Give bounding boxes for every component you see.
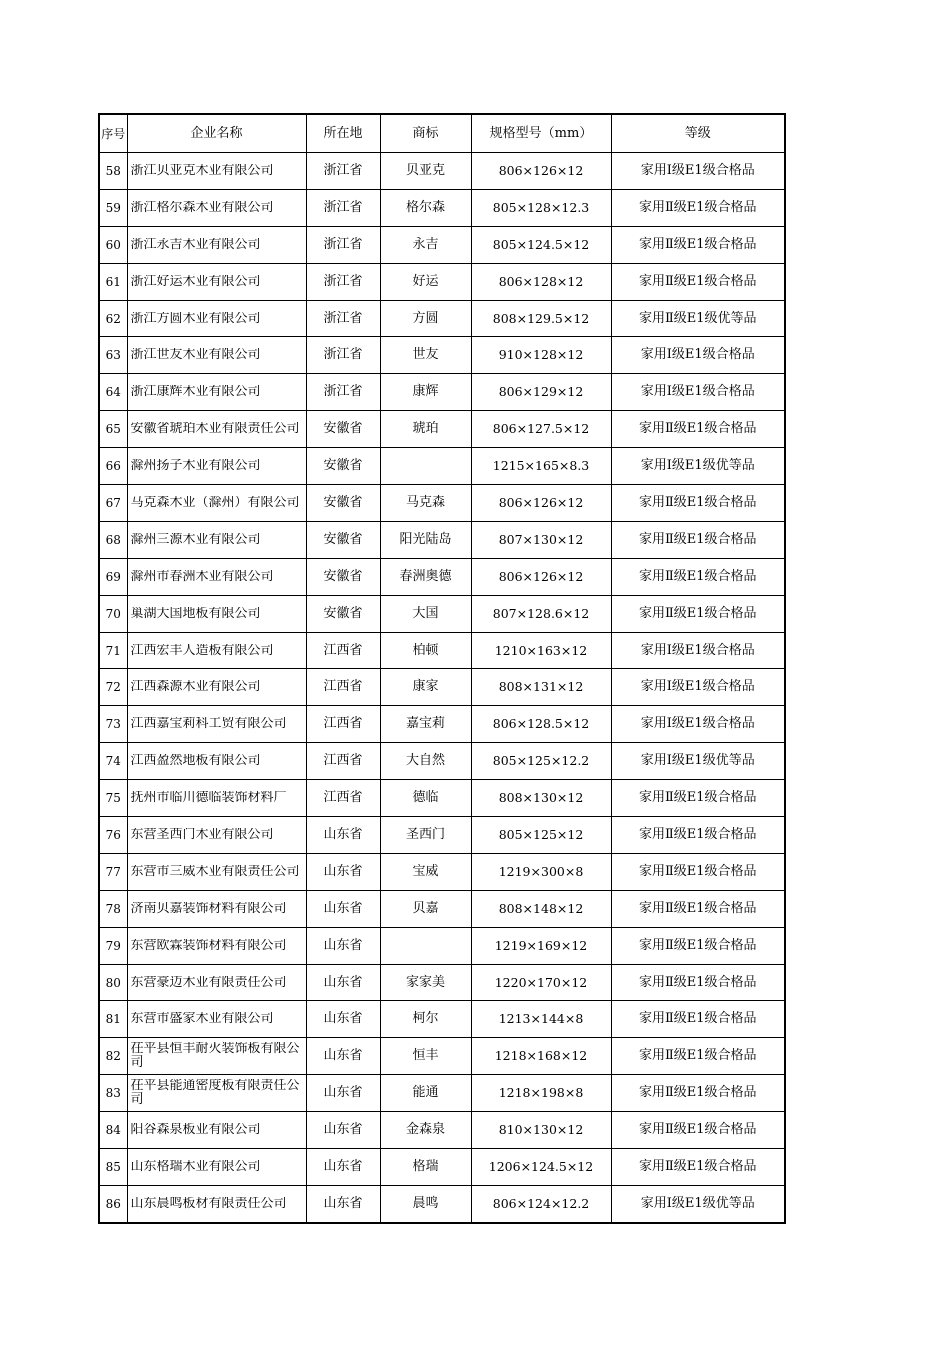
row-location: 江西省 <box>306 743 380 780</box>
quality-inspection-table <box>98 113 786 1224</box>
row-company-text: 东营欧霖装饰材料有限公司 <box>130 938 287 953</box>
row-index: 80 <box>99 964 127 1001</box>
row-company-text: 江西宏丰人造板有限公司 <box>130 643 274 658</box>
row-company-text: 巢湖大国地板有限公司 <box>130 606 261 621</box>
row-company <box>127 263 306 300</box>
row-company-text: 马克森木业（滁州）有限公司 <box>130 495 300 510</box>
row-company-text: 茌平县恒丰耐火装饰板有限公司 <box>130 1042 300 1071</box>
row-grade: 家用Ⅱ级E1级合格品 <box>611 1112 785 1149</box>
row-spec: 1206×124.5×12 <box>471 1149 611 1186</box>
row-grade: 家用Ⅰ级E1级合格品 <box>611 374 785 411</box>
table-row <box>99 1038 785 1075</box>
row-brand: 贝嘉 <box>380 890 471 927</box>
table-row <box>99 853 785 890</box>
table-row <box>99 595 785 632</box>
row-spec: 1219×300×8 <box>471 853 611 890</box>
row-brand: 嘉宝莉 <box>380 706 471 743</box>
row-index: 71 <box>99 632 127 669</box>
row-spec: 806×127.5×12 <box>471 411 611 448</box>
row-company <box>127 1112 306 1149</box>
table-row <box>99 189 785 226</box>
row-index: 83 <box>99 1075 127 1112</box>
row-location: 安徽省 <box>306 558 380 595</box>
row-spec: 1213×144×8 <box>471 1001 611 1038</box>
header-grade: 等级 <box>611 114 785 153</box>
row-company <box>127 632 306 669</box>
table-row <box>99 226 785 263</box>
row-spec: 1219×169×12 <box>471 927 611 964</box>
row-location: 山东省 <box>306 1075 380 1112</box>
row-grade: 家用Ⅰ级E1级合格品 <box>611 632 785 669</box>
row-spec: 806×126×12 <box>471 558 611 595</box>
table-row <box>99 263 785 300</box>
row-company <box>127 226 306 263</box>
row-location: 山东省 <box>306 964 380 1001</box>
table-row <box>99 632 785 669</box>
row-company-text: 东营圣西门木业有限公司 <box>130 827 274 842</box>
row-grade: 家用Ⅰ级E1级合格品 <box>611 337 785 374</box>
row-grade: 家用Ⅰ级E1级合格品 <box>611 669 785 706</box>
row-location: 山东省 <box>306 890 380 927</box>
row-brand: 康家 <box>380 669 471 706</box>
row-company <box>127 374 306 411</box>
row-spec: 807×130×12 <box>471 521 611 558</box>
row-location: 江西省 <box>306 632 380 669</box>
row-spec: 808×129.5×12 <box>471 300 611 337</box>
row-location: 浙江省 <box>306 226 380 263</box>
row-index: 78 <box>99 890 127 927</box>
row-company <box>127 521 306 558</box>
row-company <box>127 189 306 226</box>
row-index: 58 <box>99 153 127 190</box>
row-index: 75 <box>99 780 127 817</box>
row-company-text: 抚州市临川德临装饰材料厂 <box>130 791 287 806</box>
row-company-text: 浙江方圆木业有限公司 <box>130 311 261 326</box>
table-row <box>99 521 785 558</box>
row-brand: 大国 <box>380 595 471 632</box>
row-company <box>127 485 306 522</box>
row-company <box>127 300 306 337</box>
row-grade: 家用Ⅱ级E1级合格品 <box>611 890 785 927</box>
row-location: 安徽省 <box>306 521 380 558</box>
row-company <box>127 669 306 706</box>
row-index: 74 <box>99 743 127 780</box>
row-company-text: 浙江好运木业有限公司 <box>130 274 261 289</box>
row-location: 山东省 <box>306 853 380 890</box>
table-row <box>99 743 785 780</box>
table-row <box>99 558 785 595</box>
row-spec: 910×128×12 <box>471 337 611 374</box>
row-spec: 1215×165×8.3 <box>471 448 611 485</box>
row-brand: 永吉 <box>380 226 471 263</box>
row-company-text: 浙江贝亚克木业有限公司 <box>130 163 274 178</box>
row-spec: 808×131×12 <box>471 669 611 706</box>
row-spec: 1218×198×8 <box>471 1075 611 1112</box>
table-row <box>99 706 785 743</box>
row-brand: 圣西门 <box>380 817 471 854</box>
row-brand: 柏顿 <box>380 632 471 669</box>
row-location: 安徽省 <box>306 411 380 448</box>
row-index: 76 <box>99 817 127 854</box>
row-company <box>127 743 306 780</box>
row-location: 安徽省 <box>306 448 380 485</box>
row-company <box>127 927 306 964</box>
row-company <box>127 1075 306 1112</box>
row-company-text: 山东晨鸣板材有限责任公司 <box>130 1196 287 1211</box>
row-brand: 好运 <box>380 263 471 300</box>
row-index: 66 <box>99 448 127 485</box>
row-company <box>127 1038 306 1075</box>
row-index: 77 <box>99 853 127 890</box>
row-brand: 宝威 <box>380 853 471 890</box>
row-company-text: 浙江康辉木业有限公司 <box>130 385 261 400</box>
row-company <box>127 853 306 890</box>
row-company <box>127 448 306 485</box>
row-company-text: 江西嘉宝莉科工贸有限公司 <box>130 717 287 732</box>
row-spec: 806×126×12 <box>471 485 611 522</box>
row-index: 65 <box>99 411 127 448</box>
row-company-text: 济南贝嘉装饰材料有限公司 <box>130 901 287 916</box>
row-grade: 家用Ⅰ级E1级合格品 <box>611 153 785 190</box>
row-brand: 春洲奥德 <box>380 558 471 595</box>
row-location: 浙江省 <box>306 263 380 300</box>
row-brand: 马克森 <box>380 485 471 522</box>
row-company <box>127 595 306 632</box>
row-brand: 格尔森 <box>380 189 471 226</box>
row-grade: 家用Ⅱ级E1级合格品 <box>611 263 785 300</box>
row-company-text: 浙江格尔森木业有限公司 <box>130 200 274 215</box>
row-index: 72 <box>99 669 127 706</box>
row-brand: 康辉 <box>380 374 471 411</box>
row-brand <box>380 448 471 485</box>
row-grade: 家用Ⅱ级E1级合格品 <box>611 485 785 522</box>
row-company <box>127 1149 306 1186</box>
row-brand: 大自然 <box>380 743 471 780</box>
row-company-text: 滁州市春洲木业有限公司 <box>130 569 274 584</box>
row-company <box>127 780 306 817</box>
table-row <box>99 485 785 522</box>
row-spec: 808×148×12 <box>471 890 611 927</box>
row-grade: 家用Ⅱ级E1级合格品 <box>611 595 785 632</box>
table-row <box>99 1001 785 1038</box>
row-company-text: 滁州三源木业有限公司 <box>130 532 261 547</box>
row-grade: 家用Ⅱ级E1级合格品 <box>611 1001 785 1038</box>
row-grade: 家用Ⅰ级E1级优等品 <box>611 448 785 485</box>
row-company-text: 江西森源木业有限公司 <box>130 680 261 695</box>
row-grade: 家用Ⅱ级E1级合格品 <box>611 853 785 890</box>
row-brand: 琥珀 <box>380 411 471 448</box>
row-spec: 1218×168×12 <box>471 1038 611 1075</box>
row-location: 山东省 <box>306 1185 380 1222</box>
row-grade: 家用Ⅱ级E1级合格品 <box>611 780 785 817</box>
table-row <box>99 337 785 374</box>
row-index: 60 <box>99 226 127 263</box>
header-location: 所在地 <box>306 114 380 153</box>
table-row <box>99 1112 785 1149</box>
row-spec: 806×124×12.2 <box>471 1185 611 1222</box>
row-location: 浙江省 <box>306 153 380 190</box>
row-spec: 805×125×12.2 <box>471 743 611 780</box>
table-row <box>99 780 785 817</box>
row-index: 62 <box>99 300 127 337</box>
row-spec: 806×128×12 <box>471 263 611 300</box>
row-location: 浙江省 <box>306 300 380 337</box>
row-spec: 806×128.5×12 <box>471 706 611 743</box>
row-index: 79 <box>99 927 127 964</box>
row-index: 63 <box>99 337 127 374</box>
row-company <box>127 558 306 595</box>
table-row <box>99 300 785 337</box>
row-brand: 恒丰 <box>380 1038 471 1075</box>
row-company <box>127 706 306 743</box>
row-company-text: 安徽省琥珀木业有限责任公司 <box>130 422 300 437</box>
row-index: 61 <box>99 263 127 300</box>
row-company <box>127 153 306 190</box>
row-spec: 805×128×12.3 <box>471 189 611 226</box>
row-location: 山东省 <box>306 817 380 854</box>
row-company <box>127 964 306 1001</box>
row-spec: 806×129×12 <box>471 374 611 411</box>
row-index: 81 <box>99 1001 127 1038</box>
row-index: 59 <box>99 189 127 226</box>
row-grade: 家用Ⅱ级E1级合格品 <box>611 1038 785 1075</box>
row-brand: 世友 <box>380 337 471 374</box>
row-grade: 家用Ⅱ级E1级合格品 <box>611 558 785 595</box>
row-brand <box>380 927 471 964</box>
row-grade: 家用Ⅱ级E1级合格品 <box>611 817 785 854</box>
table-header-row <box>99 114 785 153</box>
row-company <box>127 1001 306 1038</box>
row-company-text: 山东格瑞木业有限公司 <box>130 1159 261 1174</box>
header-company: 企业名称 <box>127 114 306 153</box>
row-index: 82 <box>99 1038 127 1075</box>
table-row <box>99 927 785 964</box>
row-brand: 方圆 <box>380 300 471 337</box>
row-location: 浙江省 <box>306 374 380 411</box>
table-row <box>99 1185 785 1222</box>
row-brand: 柯尔 <box>380 1001 471 1038</box>
row-spec: 1220×170×12 <box>471 964 611 1001</box>
row-grade: 家用Ⅰ级E1级合格品 <box>611 706 785 743</box>
row-index: 69 <box>99 558 127 595</box>
row-company <box>127 1185 306 1222</box>
row-spec: 805×124.5×12 <box>471 226 611 263</box>
row-company-text: 东营豪迈木业有限责任公司 <box>130 975 287 990</box>
row-index: 84 <box>99 1112 127 1149</box>
row-brand: 金森泉 <box>380 1112 471 1149</box>
row-company-text: 浙江永吉木业有限公司 <box>130 237 261 252</box>
row-company <box>127 411 306 448</box>
table-row <box>99 890 785 927</box>
row-index: 73 <box>99 706 127 743</box>
table-row <box>99 411 785 448</box>
row-company-text: 阳谷森泉板业有限公司 <box>130 1123 261 1138</box>
row-grade: 家用Ⅱ级E1级合格品 <box>611 521 785 558</box>
row-location: 山东省 <box>306 1149 380 1186</box>
row-index: 86 <box>99 1185 127 1222</box>
row-brand: 格瑞 <box>380 1149 471 1186</box>
row-location: 江西省 <box>306 780 380 817</box>
header-index: 序号 <box>99 114 127 153</box>
row-location: 江西省 <box>306 706 380 743</box>
row-location: 江西省 <box>306 669 380 706</box>
row-location: 安徽省 <box>306 485 380 522</box>
row-company-text: 东营市盛家木业有限公司 <box>130 1012 274 1027</box>
header-spec: 规格型号（mm） <box>471 114 611 153</box>
table-row <box>99 374 785 411</box>
row-spec: 1210×163×12 <box>471 632 611 669</box>
row-location: 山东省 <box>306 1112 380 1149</box>
row-location: 浙江省 <box>306 337 380 374</box>
row-index: 67 <box>99 485 127 522</box>
table-row <box>99 153 785 190</box>
row-location: 浙江省 <box>306 189 380 226</box>
row-brand: 贝亚克 <box>380 153 471 190</box>
row-brand: 德临 <box>380 780 471 817</box>
row-grade: 家用Ⅱ级E1级合格品 <box>611 411 785 448</box>
row-company-text: 浙江世友木业有限公司 <box>130 348 261 363</box>
row-grade: 家用Ⅱ级E1级合格品 <box>611 1075 785 1112</box>
row-location: 山东省 <box>306 927 380 964</box>
row-location: 安徽省 <box>306 595 380 632</box>
row-index: 64 <box>99 374 127 411</box>
row-grade: 家用Ⅱ级E1级合格品 <box>611 226 785 263</box>
row-company-text: 茌平县能通密度板有限责任公司 <box>130 1079 300 1108</box>
row-company <box>127 817 306 854</box>
row-company-text: 滁州扬子木业有限公司 <box>130 459 261 474</box>
table-row <box>99 448 785 485</box>
row-spec: 808×130×12 <box>471 780 611 817</box>
row-grade: 家用Ⅰ级E1级优等品 <box>611 743 785 780</box>
row-index: 70 <box>99 595 127 632</box>
table-row <box>99 1075 785 1112</box>
row-brand: 能通 <box>380 1075 471 1112</box>
row-grade: 家用Ⅱ级E1级合格品 <box>611 964 785 1001</box>
row-grade: 家用Ⅱ级E1级合格品 <box>611 189 785 226</box>
row-brand: 晨鸣 <box>380 1185 471 1222</box>
table-row <box>99 1149 785 1186</box>
row-spec: 805×125×12 <box>471 817 611 854</box>
row-grade: 家用Ⅱ级E1级合格品 <box>611 927 785 964</box>
row-brand: 阳光陆岛 <box>380 521 471 558</box>
row-company-text: 江西盈然地板有限公司 <box>130 754 261 769</box>
row-grade: 家用Ⅰ级E1级优等品 <box>611 1185 785 1222</box>
table-row <box>99 669 785 706</box>
row-grade: 家用Ⅱ级E1级优等品 <box>611 300 785 337</box>
table-row <box>99 964 785 1001</box>
row-brand: 家家美 <box>380 964 471 1001</box>
row-company <box>127 890 306 927</box>
row-company <box>127 337 306 374</box>
row-index: 85 <box>99 1149 127 1186</box>
row-spec: 806×126×12 <box>471 153 611 190</box>
header-brand: 商标 <box>380 114 471 153</box>
row-index: 68 <box>99 521 127 558</box>
row-location: 山东省 <box>306 1038 380 1075</box>
row-company-text: 东营市三威木业有限责任公司 <box>130 864 300 879</box>
table-row <box>99 817 785 854</box>
row-spec: 810×130×12 <box>471 1112 611 1149</box>
row-spec: 807×128.6×12 <box>471 595 611 632</box>
row-grade: 家用Ⅱ级E1级合格品 <box>611 1149 785 1186</box>
row-location: 山东省 <box>306 1001 380 1038</box>
